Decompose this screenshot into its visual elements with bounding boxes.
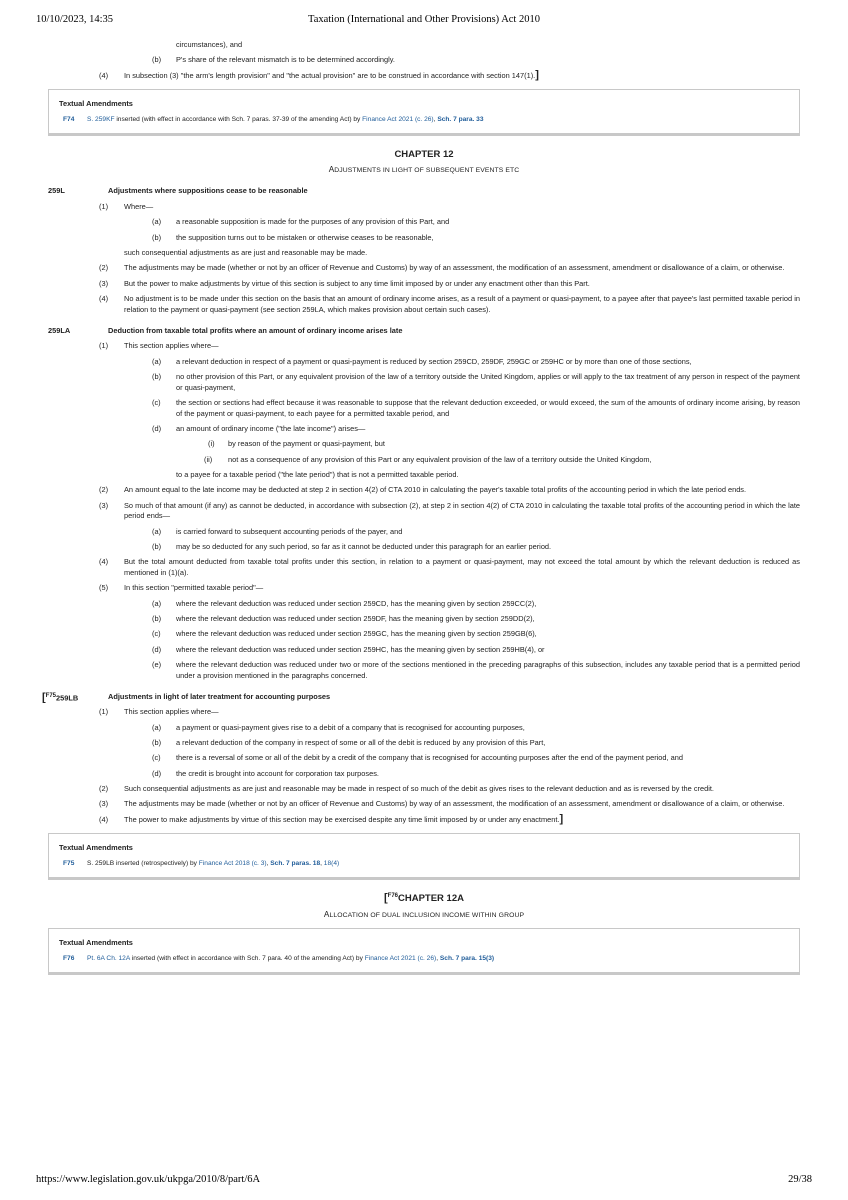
subsection [48,557,800,578]
paragraph-b [48,55,800,66]
para-text: a relevant deduction in respect of a payment or quasi-payment is reduced by section 259CD, 259DF, 259GC or 259HC or by more than one of those sections, [176,356,692,366]
subparagraph-link[interactable]: 18(4) [323,860,340,868]
subsection-number: (3) [99,799,109,809]
subpara-text: by reason of the payment or quasi-payment, but [228,439,385,449]
para-text: there is a reversal of some or all of the debit by a credit of the company that is recognised for accounting purposes after the end of the payment period, and [176,753,683,763]
amendments-heading: Textual Amendments [59,843,133,853]
para-text: an amount of ordinary income ("the late income") arises— [176,424,366,434]
paragraph [48,629,800,640]
chapter-subtitle [48,164,800,176]
subsection-number: (4) [99,814,109,824]
para-text: a payment or quasi-payment gives rise to a debit of a company that is recognised for accounting purposes, [176,722,525,732]
para-number: (c) [152,753,161,763]
schedule-link[interactable]: Sch. 7 paras. 18 [270,860,321,868]
section-number: 259L [48,186,65,196]
subsection-number: (4) [99,70,109,80]
subsection-number: (4) [99,557,109,567]
paragraph [48,398,800,419]
subsection-text: But the power to make adjustments by virtue of this section is subject to any time limit imposed by or under any enactment other than this Part. [124,278,590,288]
subtitle-rest: DJUSTMENTS IN LIGHT OF SUBSEQUENT EVENTS ETC [334,167,520,175]
para-text: the section or sections had effect because it was reasonable to suppose that the relevant deduction exceeded, or would exceed, the sum of the amounts of ordinary income arising, by reason of the payment or quasi-payment, to each payee for a permitted taxable period, and [176,397,800,418]
subsection-number: (5) [99,583,109,593]
subsection [48,485,800,496]
chapter-12-heading [48,148,800,177]
para-number: (c) [152,397,161,407]
textual-amendments-f76 [48,928,800,974]
subsection [48,583,800,594]
subsection-text: This section applies where— [124,341,219,351]
para-text: the credit is brought into account for corporation tax purposes. [176,768,379,778]
para-text: P's share of the relevant mismatch is to be determined accordingly. [176,55,395,65]
chapter-title: CHAPTER 12 [394,148,454,160]
subsection-text: The power to make adjustments by virtue of this section may be exercised despite any time limit imposed by or under any enactment. [124,814,560,824]
subsection-number: (4) [99,294,109,304]
subsection [48,202,800,213]
subsection-number: (1) [99,202,109,212]
subsection-text: But the total amount deducted from taxable total profits under this section, in relation to a payment or quasi-payment, may not exceed the total amount by which the relevant deduction is reduced as mentioned in (1)(a). [124,557,800,578]
subtitle-rest: LLOCATION OF DUAL INCLUSION INCOME WITHIN GROUP [329,911,525,919]
legislation-content [42,40,800,987]
amendment-marker[interactable]: F75 [45,692,57,699]
para-text: where the relevant deduction was reduced under section 259CD, has the meaning given by section 259CC(2), [176,598,537,608]
chapter-title-text: CHAPTER 12A [398,892,464,904]
subsection [48,294,800,315]
open-bracket: [ [383,891,388,904]
continuation-text: circumstances), and [176,40,243,49]
amendment-code[interactable]: F75 [63,860,75,868]
amendment-section-link[interactable]: S. 259KF [87,116,115,124]
subsection-number: (3) [99,500,109,510]
separator: , [433,116,438,124]
print-title: Taxation (International and Other Provisions) Act 2010 [308,14,540,25]
page-number: 29/38 [788,1174,812,1185]
chapter-12A-heading [48,892,800,921]
para-number: (b) [152,542,162,552]
open-bracket: [ [42,691,46,704]
subsection [48,784,800,795]
para-number: (a) [152,217,162,227]
paragraph [48,599,800,610]
para-text: may be so deducted for any such period, so far as it cannot be deducted under this paragraph for an earlier period. [176,542,552,552]
para-number: (c) [152,629,161,639]
subpara-number: (i) [208,439,215,449]
para-number: (b) [152,614,162,624]
para-number: (b) [152,55,162,65]
section-number-text: 259LB [56,693,79,703]
para-text: no other provision of this Part, or any equivalent provision of the law of a territory outside the United Kingdom, applies or will apply to the tax treatment of any person in respect of the payment or quasi-payment, [176,371,800,392]
para-text: is carried forward to subsequent accounting periods of the payer, and [176,526,403,536]
amendment-code[interactable]: F76 [63,955,75,963]
para-text: a relevant deduction of the company in respect of some or all of the debit is reduced by any provision of this Part, [176,737,546,747]
subsection [48,799,800,810]
subsection [48,279,800,290]
subsection-number: (1) [99,707,109,717]
para-text: where the relevant deduction was reduced under section 259GC, has the meaning given by section 259GB(6), [176,629,537,639]
sub-paragraph [48,439,800,450]
para-number: (a) [152,526,162,536]
amendment-text: inserted (with effect in accordance with Sch. 7 para. 40 of the amending Act) by [129,955,365,963]
para-text: where the relevant deduction was reduced under section 259HC, has the meaning given by section 259HB(4), or [176,644,545,654]
paragraph [48,527,800,538]
para-text: where the relevant deduction was reduced under section 259DF, has the meaning given by section 259DD(2), [176,614,535,624]
chapter-title [48,892,800,906]
subsection [48,341,800,352]
subsection-number: (2) [99,485,109,495]
separator: , [436,955,440,963]
para-number: (e) [152,660,162,670]
section-number [42,692,78,704]
paragraph [48,769,800,780]
section-title: Deduction from taxable total profits where an amount of ordinary income arises late [108,325,403,335]
page-url: https://www.legislation.gov.uk/ukpga/2010/8/part/6A [36,1174,261,1185]
paragraph [48,233,800,244]
subsection-text: In subsection (3) "the arm's length provision" and "the actual provision" are to be construed in accordance with section 147(1). [124,70,536,80]
para-number: (d) [152,644,162,654]
para-text: a reasonable supposition is made for the purposes of any provision of this Part, and [176,217,450,227]
subpara-number: (ii) [204,454,213,464]
subsection-number: (2) [99,263,109,273]
schedule-link[interactable]: Sch. 7 para. 15(3) [439,955,495,963]
subsection-text: Such consequential adjustments as are just and reasonable may be made in respect of so much of the debit as gives rises to the relevant deduction and as is reversed by the credit. [124,783,714,793]
paragraph [48,424,800,435]
section-259L-heading [48,186,800,197]
para-number: (b) [152,737,162,747]
para-number: (d) [152,424,162,434]
para-number: (a) [152,356,162,366]
close-bracket: ] [535,68,539,81]
subsection-text: This section applies where— [124,707,219,717]
section-number: 259LA [48,325,71,335]
amendment-entry [59,954,789,964]
paragraph [48,660,800,681]
section-259LB-heading [42,691,800,704]
amendment-marker[interactable]: F76 [387,892,398,899]
paragraph [48,723,800,734]
paragraph [48,357,800,368]
amendments-heading: Textual Amendments [59,938,133,948]
textual-amendments-f75 [48,833,800,879]
subsection-text: The adjustments may be made (whether or not by an officer of Revenue and Customs) by way of an assessment, the modification of an assessment, amendment or disallowance of a claim, or otherwise. [124,799,785,809]
subsection-number: (2) [99,783,109,793]
subpara-text: not as a consequence of any provision of this Part or any equivalent provision of the law of a territory outside the United Kingdom, [228,454,652,464]
amendment-text: inserted (with effect in accordance with Sch. 7 paras. 37-39 of the amending Act) by [114,116,363,124]
para-number: (d) [152,768,162,778]
separator: , [320,860,324,868]
para-text: the supposition turns out to be mistaken or otherwise ceases to be reasonable, [176,232,434,242]
amendments-heading: Textual Amendments [59,99,133,109]
subsection-text: The adjustments may be made (whether or not by an officer of Revenue and Customs) by way of an assessment, the modification of an assessment, amendment or disallowance of a claim, or otherwise. [124,263,785,273]
subsection [48,812,800,826]
sub-paragraph [48,455,800,466]
subsection [48,263,800,274]
subsection-4 [48,68,800,82]
subsection-number: (3) [99,278,109,288]
para-number: (b) [152,371,162,381]
subtitle-initial: A [323,909,330,919]
chapter-subtitle [48,909,800,921]
amendment-text: S. 259LB inserted (retrospectively) by [87,860,199,868]
subsection-text: In this section "permitted taxable period"— [124,583,264,593]
continuation-text: to a payee for a taxable period ("the late period") that is not a permitted taxable period. [176,470,459,479]
section-title: Adjustments in light of later treatment for accounting purposes [108,691,331,701]
amendment-entry [59,859,789,869]
subsection [48,501,800,522]
act-link[interactable]: Finance Act 2021 (c. 26) [364,955,437,963]
act-link[interactable]: Finance Act 2021 (c. 26) [362,116,434,124]
continuation-text: such consequential adjustments as are just and reasonable may be made. [124,248,368,258]
close-bracket: ] [559,812,564,825]
paragraph [48,614,800,625]
paragraph [48,753,800,764]
paragraph [48,372,800,393]
subsection-text: No adjustment is to be made under this section on the basis that an amount of ordinary income arises, as a result of a payment or quasi-payment, to a payee after that payee's last permitted taxable period in relation to the payment or quasi-payment (see section 259LA, which makes provision about certain such cases). [124,294,800,314]
subsection-number: (1) [99,341,109,351]
subsection-text: So much of that amount (if any) as cannot be deducted, in accordance with subsection (2), at step 2 in section 4(2) of CTA 2010 in calculating the taxable total profits of the accounting period in which the late period ends— [124,500,800,521]
subsection-text: Where— [124,202,154,212]
paragraph [48,217,800,228]
paragraph [48,738,800,749]
chapter-link[interactable]: Pt. 6A Ch. 12A [87,955,130,963]
para-number: (a) [152,598,162,608]
para-text: where the relevant deduction was reduced under two or more of the sections mentioned in the preceding paragraphs of this subsection, includes any taxable period that is a permitted period under a provision mentioned in the paragraphs concerned. [176,660,800,680]
para-number: (b) [152,232,162,242]
amendment-entry [59,115,789,125]
schedule-link[interactable]: Sch. 7 para. 33 [437,116,484,124]
subsection-text: An amount equal to the late income may be deducted at step 2 in section 4(2) of CTA 2010 in calculating the payer's taxable total profits of the accounting period in which the late period ends. [124,485,747,495]
textual-amendments-f74 [48,89,800,135]
print-datetime: 10/10/2023, 14:35 [36,14,114,25]
paragraph [48,542,800,553]
amendment-code[interactable]: F74 [63,116,75,124]
section-title: Adjustments where suppositions cease to be reasonable [108,186,308,196]
section-259LA-heading [48,326,800,337]
paragraph [48,645,800,656]
separator: , [266,860,271,868]
subsection [48,707,800,718]
act-link[interactable]: Finance Act 2018 (c. 3) [198,860,267,868]
subtitle-initial: A [328,165,335,175]
para-number: (a) [152,722,162,732]
